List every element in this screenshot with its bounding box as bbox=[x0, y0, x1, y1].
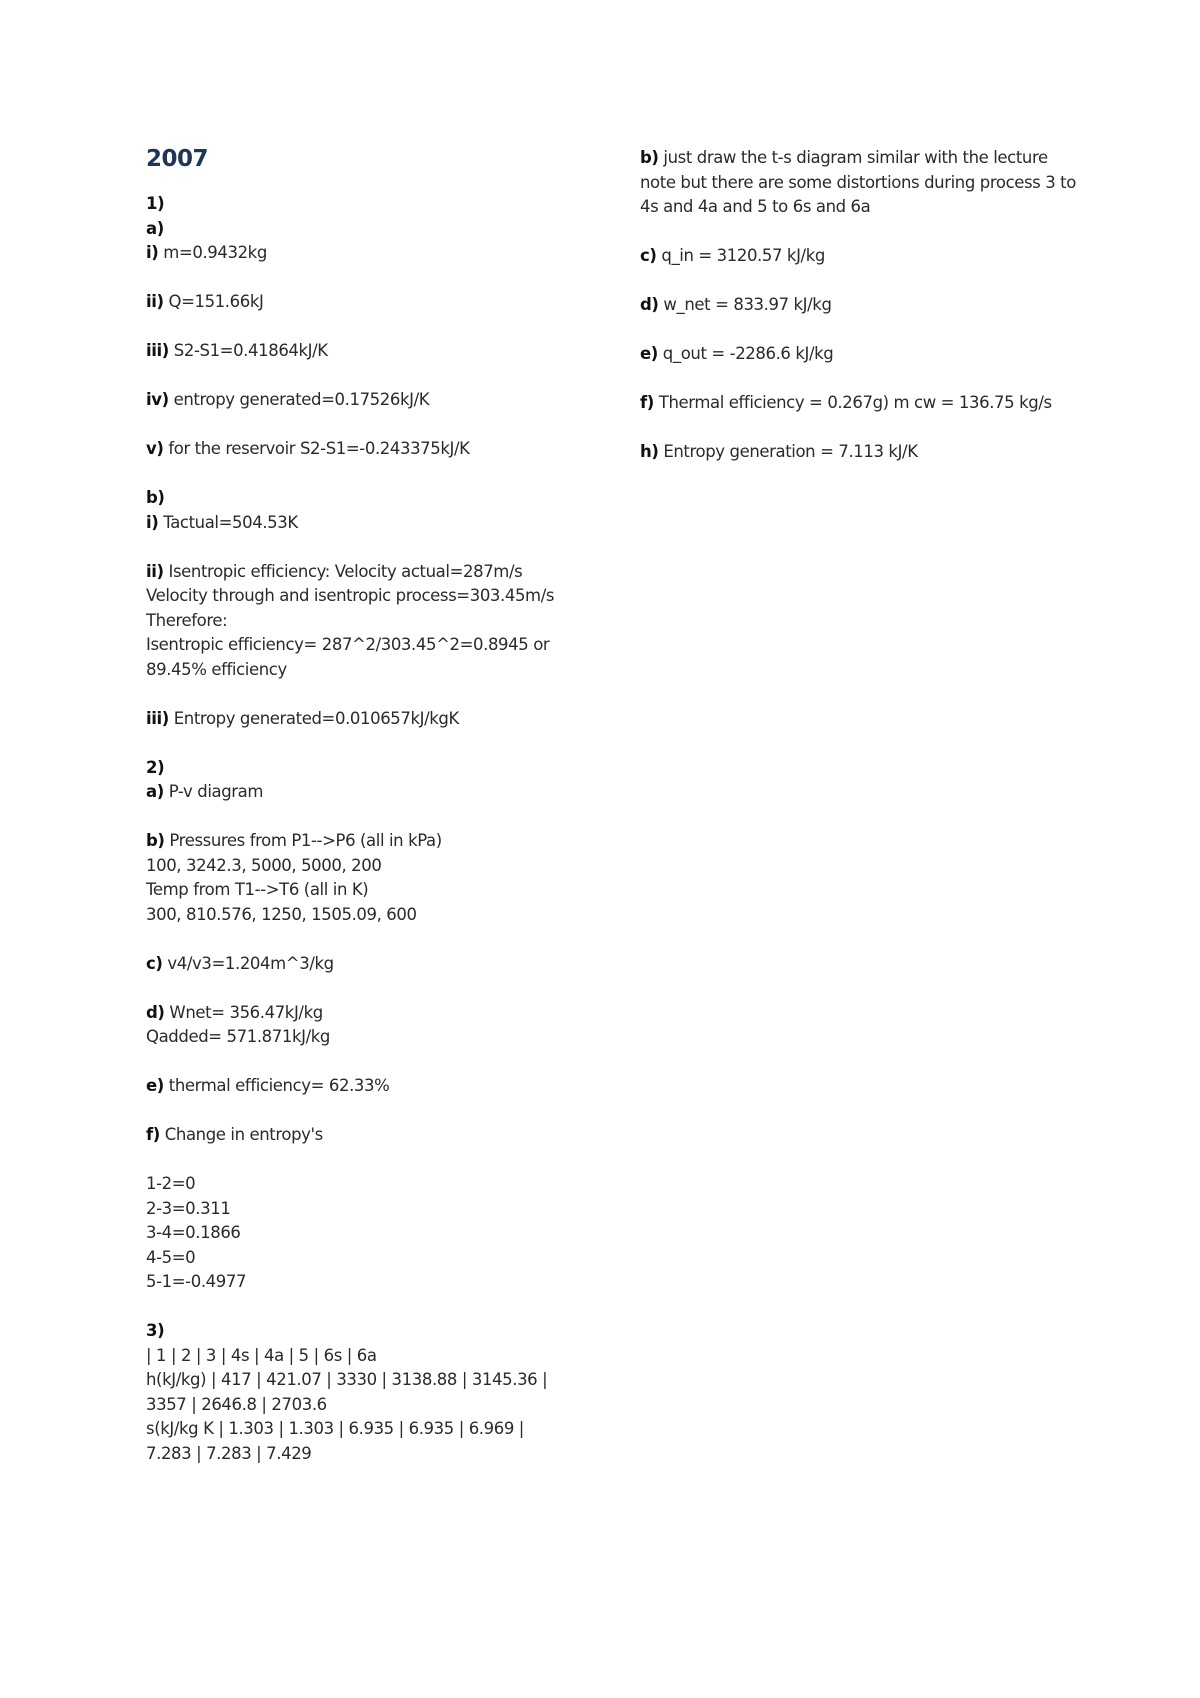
entropy-line: 2-3=0.311 bbox=[146, 1198, 231, 1218]
q1b-ii-line: Velocity through and isentropic process=303.45m/s bbox=[146, 586, 555, 605]
q3-table-line: 3357 | 2646.8 | 2703.6 bbox=[146, 1394, 327, 1414]
q1b-ii-line: Isentropic efficiency= 287^2/303.45^2=0.8945 or bbox=[146, 635, 550, 654]
q1a-ii: ii) Q=151.66kJ bbox=[146, 292, 264, 311]
q1b-ii-line: 89.45% efficiency bbox=[146, 659, 287, 679]
q2a: a) P-v diagram bbox=[146, 782, 264, 801]
q1b-label: b) bbox=[146, 488, 165, 507]
entropy-line: 3-4=0.1866 bbox=[146, 1223, 241, 1242]
q3-table-line: 7.283 | 7.283 | 7.429 bbox=[146, 1443, 312, 1463]
q1a-iii: iii) S2-S1=0.41864kJ/K bbox=[146, 341, 328, 360]
q2d-line: Qadded= 571.871kJ/kg bbox=[146, 1027, 330, 1046]
r-f: f) Thermal efficiency = 0.267g) m cw = 136.75 kg/s bbox=[640, 393, 1052, 412]
r-c: c) q_in = 3120.57 kJ/kg bbox=[640, 246, 825, 265]
r-b-line: 4s and 4a and 5 to 6s and 6a bbox=[640, 197, 871, 216]
q2f: f) Change in entropy's bbox=[146, 1125, 323, 1144]
r-d: d) w_net = 833.97 kJ/kg bbox=[640, 295, 832, 314]
right-column bbox=[640, 146, 1080, 465]
entropy-line: 5-1=-0.4977 bbox=[146, 1272, 247, 1291]
q1-label: 1) bbox=[146, 194, 165, 213]
q2c: c) v4/v3=1.204m^3/kg bbox=[146, 953, 334, 973]
q2-label: 2) bbox=[146, 757, 165, 777]
q3-table-line: | 1 | 2 | 3 | 4s | 4a | 5 | 6s | 6a bbox=[146, 1345, 377, 1365]
q2b-line: Temp from T1-->T6 (all in K) bbox=[146, 880, 369, 899]
q1b-ii-line: Therefore: bbox=[146, 610, 228, 630]
q1b-i: i) Tactual=504.53K bbox=[146, 512, 298, 532]
q3-table-line: s(kJ/kg K | 1.303 | 1.303 | 6.935 | 6.935 | 6.969 | bbox=[146, 1419, 524, 1438]
r-e: e) q_out = -2286.6 kJ/kg bbox=[640, 344, 834, 363]
entropy-line: 4-5=0 bbox=[146, 1247, 196, 1267]
q3-table-line: h(kJ/kg) | 417 | 421.07 | 3330 | 3138.88 | 3145.36 | bbox=[146, 1370, 548, 1389]
q1b-ii: ii) Isentropic efficiency: Velocity actual=287m/s bbox=[146, 561, 523, 581]
r-b-line: note but there are some distortions during process 3 to bbox=[640, 172, 1076, 192]
q1a-i: i) m=0.9432kg bbox=[146, 243, 267, 262]
q2b: b) Pressures from P1-->P6 (all in kPa) bbox=[146, 831, 442, 850]
year-heading: 2007 bbox=[146, 146, 209, 172]
r-b: b) just draw the t-s diagram similar with the lecture bbox=[640, 148, 1048, 167]
q2e: e) thermal efficiency= 62.33% bbox=[146, 1076, 390, 1095]
q1b-iii: iii) Entropy generated=0.010657kJ/kgK bbox=[146, 708, 459, 728]
q3-label: 3) bbox=[146, 1321, 165, 1340]
q1a-v: v) for the reservoir S2-S1=-0.243375kJ/K bbox=[146, 439, 470, 458]
q2b-line: 100, 3242.3, 5000, 5000, 200 bbox=[146, 855, 382, 875]
left-column bbox=[146, 146, 586, 1466]
q2b-line: 300, 810.576, 1250, 1505.09, 600 bbox=[146, 904, 417, 924]
q1a-label: a) bbox=[146, 218, 164, 238]
entropy-line: 1-2=0 bbox=[146, 1174, 196, 1193]
r-h: h) Entropy generation = 7.113 kJ/K bbox=[640, 442, 918, 461]
q2d: d) Wnet= 356.47kJ/kg bbox=[146, 1002, 323, 1022]
q1a-iv: iv) entropy generated=0.17526kJ/K bbox=[146, 390, 430, 409]
